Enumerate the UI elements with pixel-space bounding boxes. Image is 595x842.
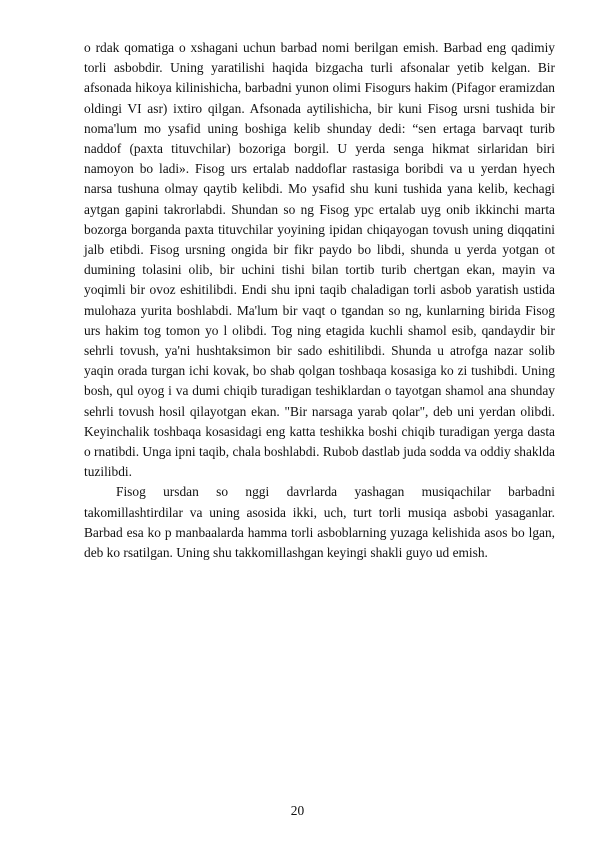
paragraph-barbad-development: Fisog ursdan so nggi davrlarda yashagan musiqachilar barbadni takomillashtirdilar va uning asosida ikki, uch, turt torli musiqa asbobi yasaganlar. Barbad esa ko p manbaalarda hamma torli asboblarning yuzaga kelishida asos bo lgan, deb ko rsatilgan. Uning shu takkomillashgan keyingi shakli guyo ud emish. bbox=[84, 484, 555, 561]
document-page bbox=[84, 38, 555, 563]
paragraph-barbad-legend: o rdak qomatiga o xshagani uchun barbad nomi berilgan emish. Barbad eng qadimiy torli asbobdir. Uning yaratilishi haqida bizgacha turli afsonalar yetib kelgan. Bir afsonada hikoya kilinishicha, barbadni yunon olimi Fisogurs hakim (Pifagor eramizdan oldingi VI asr) ixtiro qilgan. Afsonada aytilishicha, bir kuni Fisog ursni tushida bir noma'lum mo ysafid uning boshiga kelib shunday dedi: “sen ertaga barvaqt turib naddof (paxta tituvchilar) bozoriga borgil. U yerda senga hikmat sirlaridan biri namoyon bo ladi». Fisog urs ertalab naddoflar rastasiga boribdi va u yerdan hyech narsa tushuna olmay qaytib kelibdi. Mo ysafid shu kuni tushida yana kelib, kechagi aytgan gapini takrorlabdi. Shundan so ng Fisog ypc ertalab uyg onib ikkinchi marta bozorga borganda paxta tituvchilar yoyining ipidan chiqayogan tovush uning diqqatini jalb etibdi. Fisog ursning ongida bir fikr paydo bo libdi, shunda u yerda yotgan ot dumining tolasini olib, bir uchini tishi bilan tortib turib chertgan ekan, mayin va yoqimli bir ovoz eshitilibdi. Endi shu ipni taqib chaladigan torli asbob yaratish ustida mulohaza yurita boshlabdi. Ma'lum bir vaqt o tgandan so ng, kunlarning birida Fisog urs hakim tog tomon yo l olibdi. Tog ning etagida kuchli shamol esib, qandaydir bir sehrli tovush, ya'ni hushtaksimon bir sado eshitilibdi. Shunda u atrofga nazar solib yaqin orada turgan ichi kovak, bo shab qolgan toshbaqa kosasiga ko zi tushibdi. Uning bosh, qul oyog i va dumi chiqib turadigan teshiklardan o tayotgan shamol ana shunday sehrli tovush hosil qilayotgan ekan. "Bir narsaga yarab qolar", deb uni yerdan olibdi. Keyinchalik toshbaqa kosasidagi eng katta teshikka boshi chiqib turadigan yerga dasta o rnatibdi. Unga ipni taqib, chala boshlabdi. Rubob dastlab juda sodda va oddiy shaklda tuzilibdi. bbox=[84, 40, 555, 480]
page-number: 20 bbox=[290, 803, 305, 818]
